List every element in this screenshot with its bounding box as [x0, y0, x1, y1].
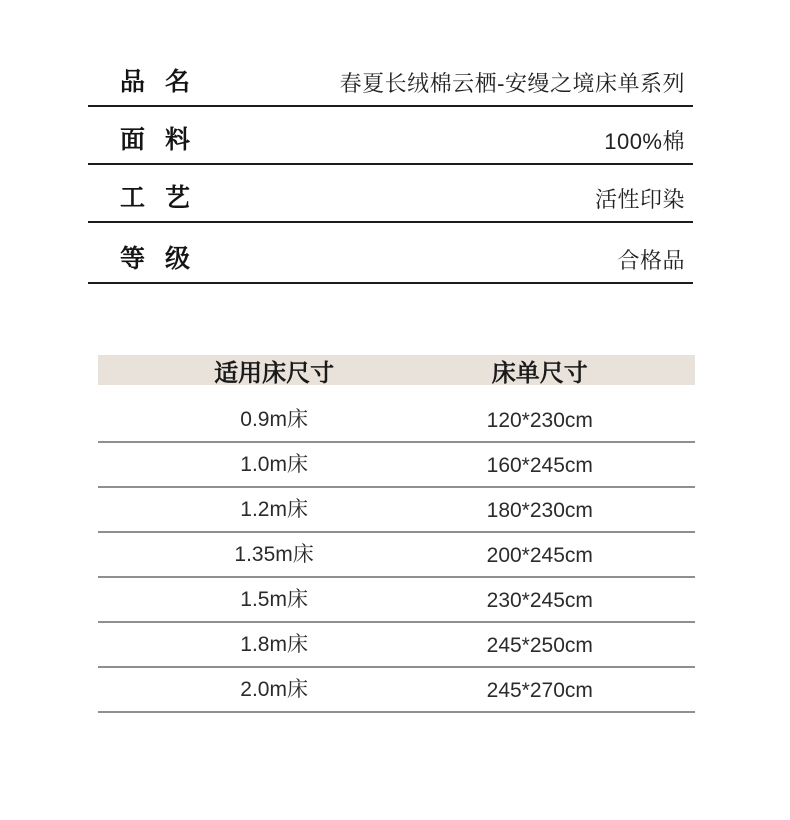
header-cell-bed-size: 适用床尺寸 [214, 359, 335, 387]
spec-label-char: 品 [120, 67, 146, 96]
spec-value-fabric: 100%棉 [604, 128, 685, 154]
size-table-header [98, 355, 695, 385]
spec-list [88, 49, 693, 284]
size-table [98, 355, 695, 713]
cell-bed-size: 1.35m床 [234, 543, 314, 566]
cell-bed-size: 2.0m床 [240, 678, 308, 701]
spec-label-grade [120, 246, 190, 274]
size-table-row [98, 578, 695, 623]
spec-row-fabric [88, 107, 693, 165]
spec-label-char: 艺 [164, 183, 190, 212]
spec-label-craft [120, 185, 190, 213]
size-table-row [98, 488, 695, 533]
size-table-row [98, 533, 695, 578]
header-cell-sheet-size: 床单尺寸 [491, 359, 588, 387]
spec-label-char: 级 [164, 244, 190, 273]
spec-value-grade: 合格品 [617, 247, 685, 273]
spec-label-fabric [120, 127, 190, 155]
spec-label-product-name [120, 69, 190, 97]
cell-bed-size: 1.2m床 [240, 498, 308, 521]
cell-sheet-size: 180*230cm [486, 499, 593, 522]
spec-value-craft: 活性印染 [594, 186, 685, 212]
spec-label-char: 等 [120, 244, 146, 273]
cell-sheet-size: 230*245cm [486, 589, 593, 612]
spec-row-product-name [88, 49, 693, 107]
size-table-row [98, 385, 695, 443]
size-table-row [98, 668, 695, 713]
cell-sheet-size: 120*230cm [486, 409, 593, 432]
cell-sheet-size: 160*245cm [486, 454, 593, 477]
spec-label-char: 工 [120, 183, 146, 212]
cell-sheet-size: 245*250cm [486, 634, 593, 657]
spec-label-char: 名 [164, 67, 190, 96]
cell-bed-size: 0.9m床 [240, 408, 308, 431]
spec-label-char: 料 [164, 125, 190, 154]
spec-label-char: 面 [120, 125, 146, 154]
size-table-row [98, 623, 695, 668]
spec-value-product-name: 春夏长绒棉云栖-安缦之境床单系列 [339, 70, 685, 96]
spec-row-craft [88, 165, 693, 223]
cell-bed-size: 1.0m床 [240, 453, 308, 476]
cell-bed-size: 1.8m床 [240, 633, 308, 656]
size-table-row [98, 443, 695, 488]
cell-sheet-size: 200*245cm [486, 544, 593, 567]
cell-sheet-size: 245*270cm [486, 679, 593, 702]
spec-row-grade [88, 223, 693, 284]
cell-bed-size: 1.5m床 [240, 588, 308, 611]
